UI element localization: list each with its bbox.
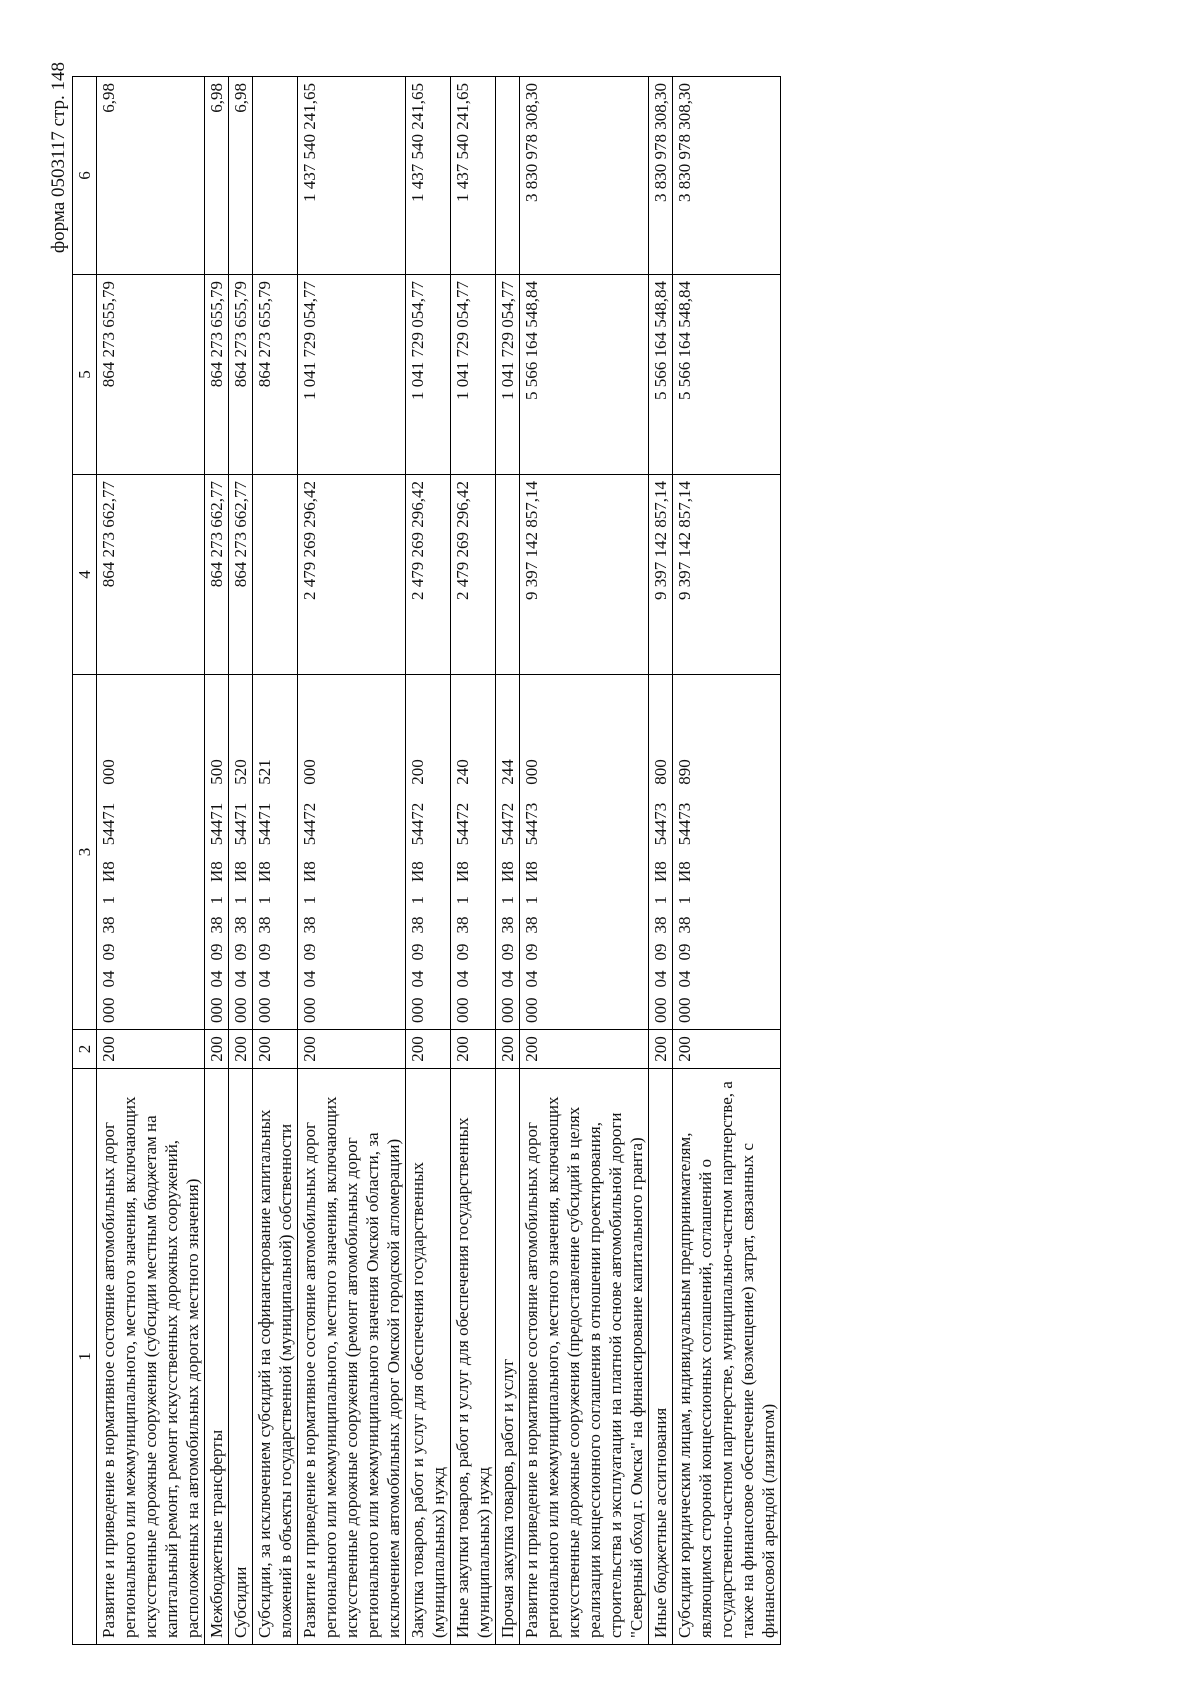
budget-code-part: 04	[231, 970, 250, 988]
row-executed-amount: 1 041 729 054,77	[406, 275, 451, 475]
budget-code-part: 520	[231, 759, 250, 785]
table-row	[229, 77, 253, 1645]
budget-code-part: И8	[255, 861, 274, 882]
row-approved-amount	[496, 475, 520, 675]
row-budget-code	[205, 675, 229, 1030]
budget-code-part: 000	[522, 759, 541, 785]
row-approved-amount: 9 397 142 857,14	[673, 475, 781, 675]
row-approved-amount: 864 273 662,77	[205, 475, 229, 675]
budget-code-part: 000	[231, 997, 250, 1023]
row-line-code: 200	[451, 1030, 496, 1069]
budget-code-part: 240	[453, 759, 472, 785]
row-approved-amount: 2 479 269 296,42	[451, 475, 496, 675]
row-unexecuted-amount	[496, 77, 520, 275]
budget-code-part: 1	[300, 896, 319, 905]
budget-code-part: 04	[498, 970, 517, 988]
row-name: Субсидии	[229, 1069, 253, 1645]
table-row	[298, 77, 406, 1645]
budget-code-part: 000	[300, 759, 319, 785]
budget-code-part: 1	[651, 896, 670, 905]
budget-code-part: 54473	[675, 802, 694, 846]
budget-code-part: 04	[207, 970, 226, 988]
budget-code-part: 09	[522, 943, 541, 961]
budget-code-part: 000	[99, 759, 118, 785]
row-line-code: 200	[520, 1030, 649, 1069]
budget-code-part: 38	[207, 916, 226, 934]
row-line-code: 200	[253, 1030, 298, 1069]
budget-code-part: 1	[498, 896, 517, 905]
budget-code-part: 54472	[408, 802, 427, 846]
budget-code-part: И8	[99, 861, 118, 882]
row-line-code: 200	[298, 1030, 406, 1069]
row-executed-amount: 864 273 655,79	[229, 275, 253, 475]
row-executed-amount: 1 041 729 054,77	[451, 275, 496, 475]
row-approved-amount: 864 273 662,77	[97, 475, 205, 675]
budget-code-part: 54471	[207, 802, 226, 846]
row-unexecuted-amount: 1 437 540 241,65	[406, 77, 451, 275]
column-number-row	[73, 77, 97, 1645]
budget-code-part: 04	[675, 970, 694, 988]
budget-code-part: 1	[255, 896, 274, 905]
column-number: 2	[73, 1030, 97, 1069]
budget-code-part: 1	[207, 896, 226, 905]
budget-code-part: 04	[522, 970, 541, 988]
row-name: Иные бюджетные ассигнования	[649, 1069, 673, 1645]
budget-code-part: 54471	[231, 802, 250, 846]
budget-code-part: 38	[300, 916, 319, 934]
row-approved-amount	[253, 475, 298, 675]
budget-code-part: 54472	[498, 802, 517, 846]
budget-code-part: 000	[300, 997, 319, 1023]
row-executed-amount: 1 041 729 054,77	[298, 275, 406, 475]
column-number: 6	[73, 77, 97, 275]
row-unexecuted-amount: 3 830 978 308,30	[673, 77, 781, 275]
row-unexecuted-amount: 6,98	[205, 77, 229, 275]
budget-code-part: 04	[99, 970, 118, 988]
budget-code-part: 1	[408, 896, 427, 905]
row-approved-amount: 864 273 662,77	[229, 475, 253, 675]
budget-code-part: 04	[453, 970, 472, 988]
budget-code-part: 54472	[300, 802, 319, 846]
row-unexecuted-amount	[253, 77, 298, 275]
row-name: Иные закупки товаров, работ и услуг для обеспечения государственных (муниципальных) нужд	[451, 1069, 496, 1645]
row-unexecuted-amount: 3 830 978 308,30	[649, 77, 673, 275]
budget-code-part: 04	[408, 970, 427, 988]
budget-code-part: И8	[522, 861, 541, 882]
table-row	[253, 77, 298, 1645]
budget-code-part: 200	[408, 759, 427, 785]
budget-code-part: 1	[453, 896, 472, 905]
column-number: 1	[73, 1069, 97, 1645]
table-row	[520, 77, 649, 1645]
row-budget-code	[406, 675, 451, 1030]
table-row	[649, 77, 673, 1645]
column-number: 3	[73, 675, 97, 1030]
row-name: Межбюджетные трансферты	[205, 1069, 229, 1645]
budget-code-part: И8	[675, 861, 694, 882]
row-executed-amount: 864 273 655,79	[205, 275, 229, 475]
budget-code-part: 04	[300, 970, 319, 988]
row-approved-amount: 2 479 269 296,42	[406, 475, 451, 675]
row-executed-amount: 5 566 164 548,84	[673, 275, 781, 475]
budget-code-part: 000	[651, 997, 670, 1023]
budget-code-part: 38	[522, 916, 541, 934]
budget-code-part: 38	[99, 916, 118, 934]
budget-code-part: 09	[651, 943, 670, 961]
row-line-code: 200	[205, 1030, 229, 1069]
table-body	[97, 77, 781, 1645]
row-unexecuted-amount: 6,98	[229, 77, 253, 275]
budget-code-part: И8	[408, 861, 427, 882]
budget-code-part: 09	[231, 943, 250, 961]
row-name: Субсидии, за исключением субсидий на софинансирование капитальных вложений в объекты государственной (муниципальной) собственности	[253, 1069, 298, 1645]
budget-code-part: 000	[522, 997, 541, 1023]
budget-code-part: 09	[498, 943, 517, 961]
budget-code-part: 09	[408, 943, 427, 961]
row-approved-amount: 2 479 269 296,42	[298, 475, 406, 675]
row-budget-code	[229, 675, 253, 1030]
column-number: 5	[73, 275, 97, 475]
row-budget-code	[649, 675, 673, 1030]
table-row	[451, 77, 496, 1645]
row-budget-code	[253, 675, 298, 1030]
row-line-code: 200	[649, 1030, 673, 1069]
budget-code-part: 09	[675, 943, 694, 961]
row-approved-amount: 9 397 142 857,14	[520, 475, 649, 675]
budget-code-part: И8	[207, 861, 226, 882]
budget-code-part: 09	[453, 943, 472, 961]
budget-code-part: 38	[255, 916, 274, 934]
row-executed-amount: 5 566 164 548,84	[649, 275, 673, 475]
row-unexecuted-amount: 1 437 540 241,65	[298, 77, 406, 275]
form-reference: форма 0503117 стр. 148	[48, 62, 69, 254]
budget-code-part: 000	[453, 997, 472, 1023]
budget-code-part: 500	[207, 759, 226, 785]
budget-code-part: И8	[651, 861, 670, 882]
budget-code-part: 000	[408, 997, 427, 1023]
row-name: Развитие и приведение в нормативное состояние автомобильных дорог регионального или межмуниципального, местного значения, включающих искусственные дорожные сооружения (субсидии местным бюджетам на капитальный ремонт, ремонт искусственных дорожных сооружений, расположенных на автомобильных дорогах местного значения)	[97, 1069, 205, 1645]
row-unexecuted-amount: 3 830 978 308,30	[520, 77, 649, 275]
row-name: Развитие и приведение в нормативное состояние автомобильных дорог регионального или межмуниципального, местного значения, включающих искусственные дорожные сооружения (предоставление субсидий в целях реализации концессионного соглашения в отношении проектирования, строительства и эксплуатации на платной основе автомобильной дороги "Северный обход г. Омска" на финансирование капитального гранта)	[520, 1069, 649, 1645]
budget-code-part: 09	[99, 943, 118, 961]
budget-code-part: 54471	[99, 802, 118, 846]
report-sheet	[72, 77, 1155, 1645]
budget-code-part: 000	[255, 997, 274, 1023]
row-name: Субсидии юридическим лицам, индивидуальным предпринимателям, являющимся стороной концессионных соглашений, соглашений о государственно-частном партнерстве, муниципально-частном партнерстве, а также на финансовое обеспечение (возмещение) затрат, связанных с финансовой арендой (лизингом)	[673, 1069, 781, 1645]
budget-code-part: И8	[453, 861, 472, 882]
budget-code-part: 09	[207, 943, 226, 961]
budget-code-part: 54473	[522, 802, 541, 846]
row-line-code: 200	[406, 1030, 451, 1069]
budget-code-part: 000	[207, 997, 226, 1023]
row-name: Закупка товаров, работ и услуг для обеспечения государственных (муниципальных) нужд	[406, 1069, 451, 1645]
budget-code-part: 000	[498, 997, 517, 1023]
budget-code-part: 54471	[255, 802, 274, 846]
budget-code-part: 521	[255, 759, 274, 785]
budget-code-part: И8	[300, 861, 319, 882]
row-budget-code	[673, 675, 781, 1030]
budget-code-part: 000	[675, 997, 694, 1023]
row-name: Прочая закупка товаров, работ и услуг	[496, 1069, 520, 1645]
row-approved-amount: 9 397 142 857,14	[649, 475, 673, 675]
table-row	[673, 77, 781, 1645]
row-name: Развитие и приведение в нормативное состояние автомобильных дорог регионального или межмуниципального, местного значения, включающих искусственные дорожные сооружения (ремонт автомобильных дорог регионального или межмуниципального значения Омской области, за исключением автомобильных дорог Омской городской агломерации)	[298, 1069, 406, 1645]
table-row	[406, 77, 451, 1645]
budget-code-part: 1	[522, 896, 541, 905]
budget-table	[72, 76, 781, 1645]
budget-code-part: 800	[651, 759, 670, 785]
budget-code-part: И8	[498, 861, 517, 882]
table-row	[496, 77, 520, 1645]
row-budget-code	[520, 675, 649, 1030]
budget-code-part: 1	[99, 896, 118, 905]
budget-code-part: 1	[675, 896, 694, 905]
budget-code-part: 890	[675, 759, 694, 785]
row-line-code: 200	[229, 1030, 253, 1069]
row-executed-amount: 1 041 729 054,77	[496, 275, 520, 475]
row-unexecuted-amount: 1 437 540 241,65	[451, 77, 496, 275]
budget-code-part: 04	[651, 970, 670, 988]
row-budget-code	[496, 675, 520, 1030]
budget-code-part: 38	[231, 916, 250, 934]
row-budget-code	[97, 675, 205, 1030]
budget-code-part: 09	[255, 943, 274, 961]
budget-code-part: 38	[675, 916, 694, 934]
budget-code-part: 1	[231, 896, 250, 905]
budget-code-part: И8	[231, 861, 250, 882]
budget-code-part: 38	[651, 916, 670, 934]
budget-code-part: 09	[300, 943, 319, 961]
row-line-code: 200	[97, 1030, 205, 1069]
budget-code-part: 54473	[651, 802, 670, 846]
table-row	[97, 77, 205, 1645]
row-executed-amount: 864 273 655,79	[253, 275, 298, 475]
row-unexecuted-amount: 6,98	[97, 77, 205, 275]
budget-code-part: 244	[498, 759, 517, 785]
row-line-code: 200	[673, 1030, 781, 1069]
row-line-code: 200	[496, 1030, 520, 1069]
budget-code-part: 38	[408, 916, 427, 934]
budget-code-part: 54472	[453, 802, 472, 846]
row-budget-code	[451, 675, 496, 1030]
budget-code-part: 000	[99, 997, 118, 1023]
column-number: 4	[73, 475, 97, 675]
row-executed-amount: 5 566 164 548,84	[520, 275, 649, 475]
budget-code-part: 04	[255, 970, 274, 988]
row-executed-amount: 864 273 655,79	[97, 275, 205, 475]
row-budget-code	[298, 675, 406, 1030]
budget-code-part: 38	[453, 916, 472, 934]
budget-code-part: 38	[498, 916, 517, 934]
table-row	[205, 77, 229, 1645]
